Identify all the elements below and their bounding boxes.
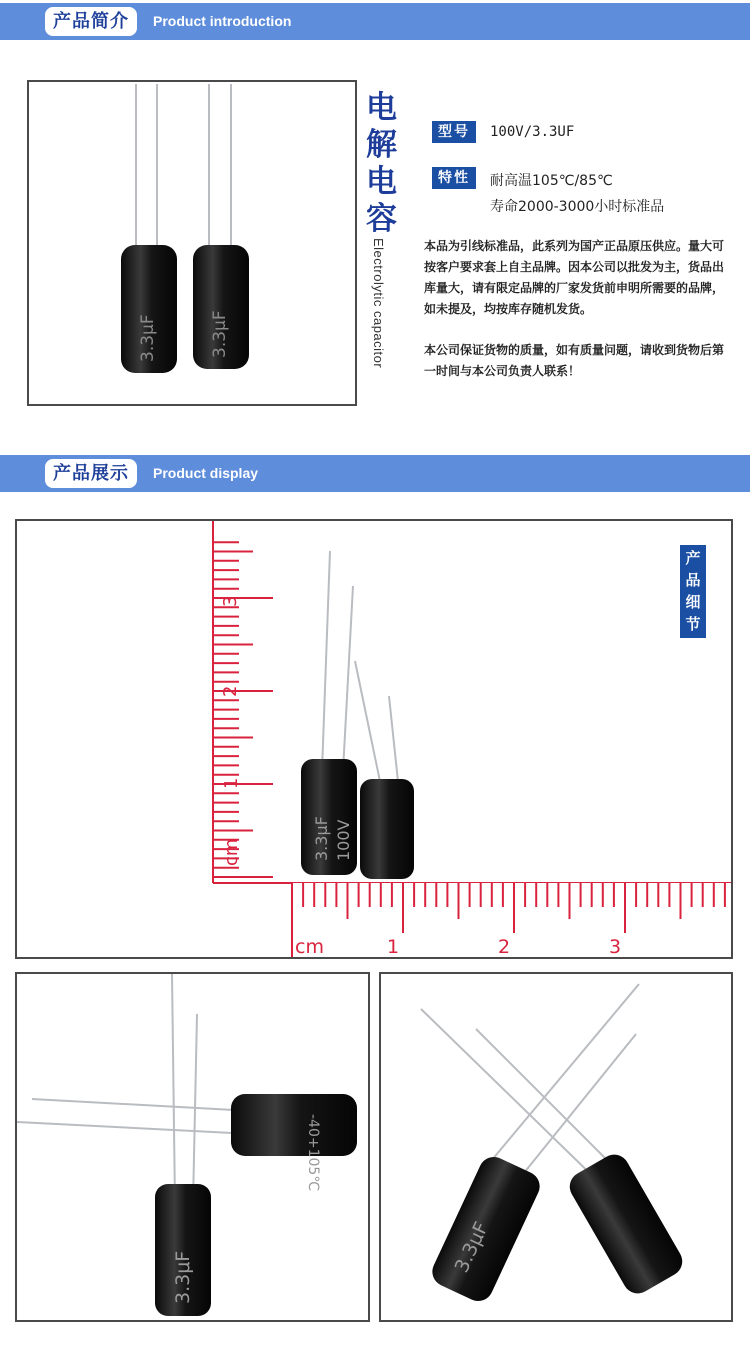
section-title-en: Product introduction (153, 13, 292, 29)
capacitor-marking-right: 3.3μF (210, 310, 230, 358)
product-name-en-wrap (370, 238, 394, 388)
capacitor-marking-br: 3.3μF (450, 1218, 494, 1277)
product-name-cn: 电 解 电 容 (366, 90, 397, 237)
section-title-cn: 产品简介 (45, 7, 137, 36)
product-description-2: 本公司保证货物的质量，如有质量问题，请收到货物后第一时间与本公司负责人联系！ (424, 343, 725, 378)
ruler-product-photo (15, 519, 733, 959)
product-name-en: Electrolytic capacitor (371, 238, 386, 369)
ruler-mark-v-3: 3 (220, 595, 241, 607)
ruler-mark-v-1: 1 (221, 777, 242, 789)
ruler-unit-vertical: cm (221, 838, 242, 866)
capacitor-voltage-ruler: 100V (334, 819, 353, 861)
ruler-mark-h-1: 1 (387, 936, 400, 957)
feature-tag: 特性 (432, 167, 476, 189)
ruler-mark-v-2: 2 (220, 685, 241, 697)
feature-line-2: 寿命2000-3000小时标准品 (490, 199, 665, 215)
section-header-display (0, 455, 750, 492)
section-title-cn: 产品展示 (45, 459, 137, 488)
detail-photo-right (379, 972, 733, 1322)
ruler-unit-horizontal: cm (295, 936, 324, 957)
model-tag: 型号 (432, 121, 476, 143)
capacitor-marking-bl: 3.3μF (172, 1250, 194, 1304)
capacitor-marking-left: 3.3μF (138, 314, 158, 362)
ruler-mark-h-3: 3 (609, 936, 622, 957)
capacitor-temp-bl: -40+105℃ (305, 1114, 321, 1192)
intro-product-photo (27, 80, 357, 406)
model-value: 100V/3.3UF (490, 124, 575, 140)
detail-photo-left (15, 972, 370, 1322)
section-title-en: Product display (153, 465, 259, 481)
section-header-intro (0, 3, 750, 40)
capacitor-marking-ruler: 3.3μF (312, 816, 331, 861)
ruler-mark-h-2: 2 (498, 936, 511, 957)
feature-line-1: 耐高温105℃/85℃ (490, 173, 613, 189)
product-description-1: 本品为引线标准品，此系列为国产正品原压供应。量大可按客户要求套上自主品牌。因本公司以批发为主，货品出库量大，请有限定品牌的厂家发货前申明所需要的品牌，如未提及，均按库存随机发货。 (424, 239, 725, 316)
product-detail-badge: 产 品 细 节 (680, 545, 706, 638)
